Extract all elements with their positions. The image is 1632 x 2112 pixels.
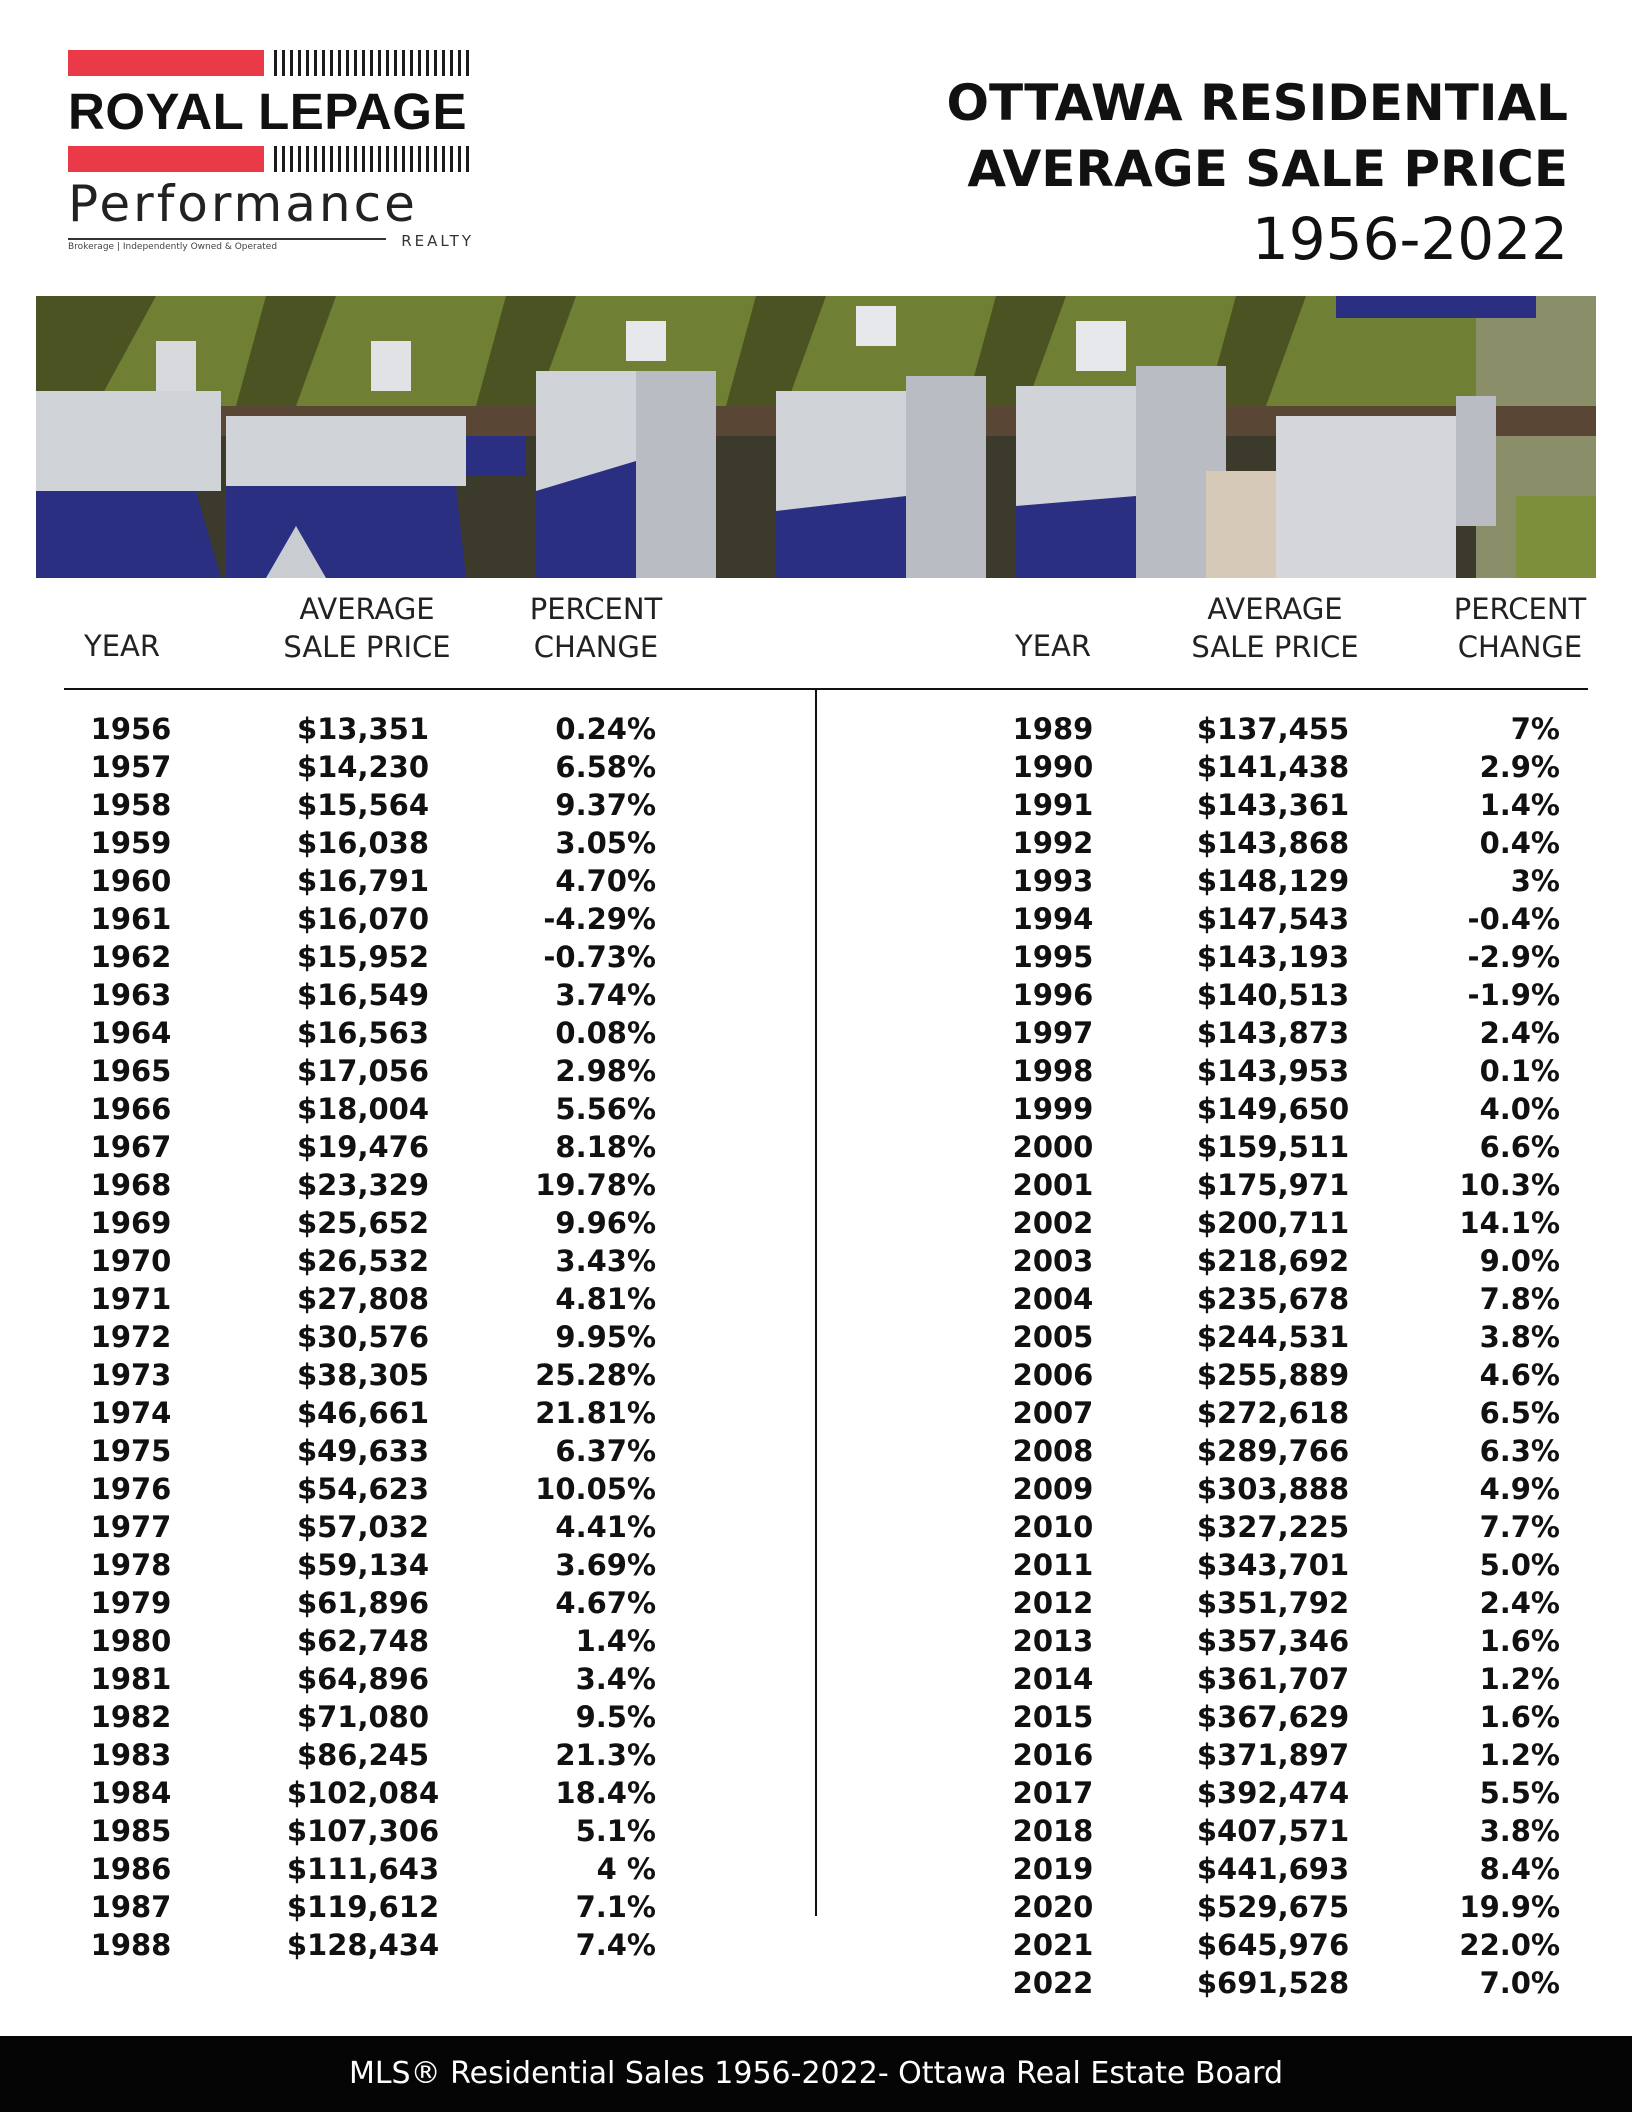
change-cell: 22.0% <box>1459 1928 1560 1962</box>
year-cell: 1958 <box>90 788 172 822</box>
price-cell: $327,225 <box>1196 1510 1350 1544</box>
left-header-average-sale-price <box>252 590 482 666</box>
year-cell: 2014 <box>1012 1662 1094 1696</box>
table-row <box>0 1660 1632 1698</box>
price-cell: $59,134 <box>296 1548 430 1582</box>
year-cell: 1989 <box>1012 712 1094 746</box>
year-cell: 1993 <box>1012 864 1094 898</box>
price-cell: $361,707 <box>1196 1662 1350 1696</box>
table-row <box>0 1166 1632 1204</box>
table-row <box>0 1280 1632 1318</box>
table-row <box>0 1508 1632 1546</box>
table-row <box>0 1014 1632 1052</box>
year-cell: 1982 <box>90 1700 172 1734</box>
year-cell: 2005 <box>1012 1320 1094 1354</box>
price-cell: $57,032 <box>296 1510 430 1544</box>
year-cell: 2001 <box>1012 1168 1094 1202</box>
logo-realty-text: REALTY <box>401 232 474 250</box>
logo-stripes-bottom <box>274 146 470 172</box>
price-cell: $64,896 <box>296 1662 430 1696</box>
price-cell: $16,549 <box>296 978 430 1012</box>
change-cell: 3.8% <box>1479 1814 1560 1848</box>
year-cell: 1973 <box>90 1358 172 1392</box>
logo-red-bar-top <box>68 50 264 76</box>
year-cell: 1977 <box>90 1510 172 1544</box>
price-cell: $38,305 <box>296 1358 430 1392</box>
price-cell: $143,361 <box>1196 788 1350 822</box>
change-cell: 0.4% <box>1479 826 1560 860</box>
table-row <box>0 1090 1632 1128</box>
left-header-average-line1: AVERAGE <box>299 592 435 626</box>
year-cell: 1987 <box>90 1890 172 1924</box>
year-cell: 1965 <box>90 1054 172 1088</box>
change-cell: 4.67% <box>555 1586 656 1620</box>
logo-performance-text: Performance <box>68 175 418 233</box>
price-cell: $140,513 <box>1196 978 1350 1012</box>
year-cell: 1968 <box>90 1168 172 1202</box>
table-row <box>0 1432 1632 1470</box>
price-cell: $289,766 <box>1196 1434 1350 1468</box>
price-cell: $392,474 <box>1196 1776 1350 1810</box>
table-row <box>0 862 1632 900</box>
price-cell: $46,661 <box>296 1396 430 1430</box>
change-cell: 8.18% <box>555 1130 656 1164</box>
price-cell: $407,571 <box>1196 1814 1350 1848</box>
change-cell: 6.6% <box>1479 1130 1560 1164</box>
year-cell: 2003 <box>1012 1244 1094 1278</box>
table-row <box>0 1622 1632 1660</box>
year-cell: 2006 <box>1012 1358 1094 1392</box>
change-cell: 19.9% <box>1459 1890 1560 1924</box>
change-cell: -0.4% <box>1467 902 1560 936</box>
year-cell: 2019 <box>1012 1852 1094 1886</box>
logo-tagline: Brokerage | Independently Owned & Operated <box>68 242 278 252</box>
price-cell: $27,808 <box>296 1282 430 1316</box>
change-cell: 14.1% <box>1459 1206 1560 1240</box>
price-cell: $128,434 <box>286 1928 440 1962</box>
year-cell: 1976 <box>90 1472 172 1506</box>
year-cell: 2007 <box>1012 1396 1094 1430</box>
price-cell: $357,346 <box>1196 1624 1350 1658</box>
change-cell: 1.4% <box>575 1624 656 1658</box>
change-cell: 2.9% <box>1479 750 1560 784</box>
change-cell: 4.9% <box>1479 1472 1560 1506</box>
title-years: 1956-2022 <box>1251 205 1568 273</box>
table-row <box>0 748 1632 786</box>
year-cell: 2004 <box>1012 1282 1094 1316</box>
price-cell: $23,329 <box>296 1168 430 1202</box>
title-line-2: AVERAGE SALE PRICE <box>967 140 1568 198</box>
year-cell: 2012 <box>1012 1586 1094 1620</box>
change-cell: 3.69% <box>555 1548 656 1582</box>
change-cell: 7.0% <box>1479 1966 1560 2000</box>
table-row <box>0 1204 1632 1242</box>
table-row <box>0 824 1632 862</box>
year-cell: 1984 <box>90 1776 172 1810</box>
change-cell: 21.81% <box>535 1396 656 1430</box>
price-cell: $15,952 <box>296 940 430 974</box>
change-cell: 1.2% <box>1479 1662 1560 1696</box>
year-cell: 1966 <box>90 1092 172 1126</box>
change-cell: 4 % <box>596 1852 656 1886</box>
price-cell: $13,351 <box>296 712 430 746</box>
change-cell: 3.05% <box>555 826 656 860</box>
royal-lepage-logo <box>68 48 474 254</box>
change-cell: 5.0% <box>1479 1548 1560 1582</box>
table-row <box>0 1888 1632 1926</box>
year-cell: 1995 <box>1012 940 1094 974</box>
year-cell: 1967 <box>90 1130 172 1164</box>
price-cell: $148,129 <box>1196 864 1350 898</box>
change-cell: 2.98% <box>555 1054 656 1088</box>
price-cell: $49,633 <box>296 1434 430 1468</box>
price-cell: $143,873 <box>1196 1016 1350 1050</box>
price-cell: $54,623 <box>296 1472 430 1506</box>
price-cell: $17,056 <box>296 1054 430 1088</box>
year-cell: 1975 <box>90 1434 172 1468</box>
right-header-year: YEAR <box>1014 629 1092 663</box>
price-cell: $111,643 <box>286 1852 440 1886</box>
change-cell: 18.4% <box>555 1776 656 1810</box>
price-cell: $272,618 <box>1196 1396 1350 1430</box>
year-cell: 1964 <box>90 1016 172 1050</box>
change-cell: 6.37% <box>555 1434 656 1468</box>
table-row <box>0 1774 1632 1812</box>
right-header-average-line2: SALE PRICE <box>1191 630 1359 664</box>
price-cell: $16,791 <box>296 864 430 898</box>
table-row <box>0 1356 1632 1394</box>
aerial-houses-banner <box>36 296 1596 578</box>
right-header-percent-line1: PERCENT <box>1453 592 1587 626</box>
year-cell: 2008 <box>1012 1434 1094 1468</box>
change-cell: 10.3% <box>1459 1168 1560 1202</box>
price-cell: $255,889 <box>1196 1358 1350 1392</box>
table-row <box>0 710 1632 748</box>
year-cell: 2013 <box>1012 1624 1094 1658</box>
logo-stripes-top <box>274 50 470 76</box>
change-cell: 9.0% <box>1479 1244 1560 1278</box>
change-cell: 2.4% <box>1479 1016 1560 1050</box>
table-row <box>0 1470 1632 1508</box>
price-cell: $371,897 <box>1196 1738 1350 1772</box>
change-cell: 6.58% <box>555 750 656 784</box>
change-cell: 21.3% <box>555 1738 656 1772</box>
change-cell: 5.56% <box>555 1092 656 1126</box>
year-cell: 1986 <box>90 1852 172 1886</box>
year-cell: 2009 <box>1012 1472 1094 1506</box>
change-cell: 4.6% <box>1479 1358 1560 1392</box>
left-header-percent-line1: PERCENT <box>529 592 663 626</box>
price-cell: $25,652 <box>296 1206 430 1240</box>
change-cell: 7% <box>1510 712 1560 746</box>
change-cell: 4.70% <box>555 864 656 898</box>
price-cell: $351,792 <box>1196 1586 1350 1620</box>
year-cell: 2016 <box>1012 1738 1094 1772</box>
change-cell: 1.2% <box>1479 1738 1560 1772</box>
header-divider <box>64 688 1588 690</box>
year-cell: 1970 <box>90 1244 172 1278</box>
price-cell: $529,675 <box>1196 1890 1350 1924</box>
table-row <box>0 1698 1632 1736</box>
change-cell: 9.96% <box>555 1206 656 1240</box>
table-row <box>0 1546 1632 1584</box>
logo-rule <box>68 238 386 240</box>
logo-brand-text: ROYAL LEPAGE <box>68 83 467 140</box>
change-cell: -4.29% <box>543 902 656 936</box>
year-cell: 1998 <box>1012 1054 1094 1088</box>
year-cell: 2015 <box>1012 1700 1094 1734</box>
year-cell: 1963 <box>90 978 172 1012</box>
price-cell: $30,576 <box>296 1320 430 1354</box>
table-row <box>0 1128 1632 1166</box>
year-cell: 1983 <box>90 1738 172 1772</box>
left-header-year: YEAR <box>83 629 161 663</box>
price-cell: $26,532 <box>296 1244 430 1278</box>
year-cell: 2022 <box>1012 1966 1094 2000</box>
table-row <box>0 976 1632 1014</box>
right-header-percent-line2: CHANGE <box>1457 630 1583 664</box>
change-cell: 3.43% <box>555 1244 656 1278</box>
price-cell: $141,438 <box>1196 750 1350 784</box>
right-header-average-sale-price <box>1160 590 1390 666</box>
year-cell: 1962 <box>90 940 172 974</box>
year-cell: 1992 <box>1012 826 1094 860</box>
change-cell: 1.4% <box>1479 788 1560 822</box>
change-cell: 0.24% <box>555 712 656 746</box>
logo-red-bar-bottom <box>68 146 264 172</box>
title-line-1: OTTAWA RESIDENTIAL <box>946 74 1568 132</box>
left-header-percent-line2: CHANGE <box>533 630 659 664</box>
year-cell: 1978 <box>90 1548 172 1582</box>
price-cell: $16,563 <box>296 1016 430 1050</box>
change-cell: 4.41% <box>555 1510 656 1544</box>
change-cell: -0.73% <box>543 940 656 974</box>
price-cell: $218,692 <box>1196 1244 1350 1278</box>
year-cell: 1991 <box>1012 788 1094 822</box>
table-row <box>0 900 1632 938</box>
price-cell: $16,038 <box>296 826 430 860</box>
price-cell: $19,476 <box>296 1130 430 1164</box>
year-cell: 2002 <box>1012 1206 1094 1240</box>
change-cell: -1.9% <box>1467 978 1560 1012</box>
change-cell: 9.37% <box>555 788 656 822</box>
price-cell: $244,531 <box>1196 1320 1350 1354</box>
change-cell: 2.4% <box>1479 1586 1560 1620</box>
year-cell: 2017 <box>1012 1776 1094 1810</box>
table-row <box>0 938 1632 976</box>
table-row <box>0 1812 1632 1850</box>
year-cell: 2000 <box>1012 1130 1094 1164</box>
table-row <box>0 1850 1632 1888</box>
change-cell: 7.8% <box>1479 1282 1560 1316</box>
aerial-house-rooftops-icon <box>36 296 1596 578</box>
price-cell: $175,971 <box>1196 1168 1350 1202</box>
price-cell: $102,084 <box>286 1776 440 1810</box>
year-cell: 2010 <box>1012 1510 1094 1544</box>
table-row <box>0 786 1632 824</box>
price-cell: $645,976 <box>1196 1928 1350 1962</box>
year-cell: 1960 <box>90 864 172 898</box>
table-row <box>0 1052 1632 1090</box>
year-cell: 1974 <box>90 1396 172 1430</box>
page-title <box>947 70 1568 276</box>
right-header-percent-change <box>1430 590 1610 666</box>
price-cell: $143,193 <box>1196 940 1350 974</box>
price-cell: $367,629 <box>1196 1700 1350 1734</box>
change-cell: 3% <box>1510 864 1560 898</box>
change-cell: 1.6% <box>1479 1624 1560 1658</box>
price-cell: $86,245 <box>296 1738 430 1772</box>
price-cell: $137,455 <box>1196 712 1350 746</box>
change-cell: 8.4% <box>1479 1852 1560 1886</box>
price-cell: $200,711 <box>1196 1206 1350 1240</box>
table-row <box>0 1964 1632 2002</box>
price-cell: $149,650 <box>1196 1092 1350 1126</box>
year-cell: 2020 <box>1012 1890 1094 1924</box>
change-cell: -2.9% <box>1467 940 1560 974</box>
price-cell: $441,693 <box>1196 1852 1350 1886</box>
change-cell: 10.05% <box>535 1472 656 1506</box>
change-cell: 0.08% <box>555 1016 656 1050</box>
price-cell: $16,070 <box>296 902 430 936</box>
price-cell: $71,080 <box>296 1700 430 1734</box>
change-cell: 3.74% <box>555 978 656 1012</box>
change-cell: 5.1% <box>575 1814 656 1848</box>
year-cell: 1956 <box>90 712 172 746</box>
change-cell: 3.4% <box>575 1662 656 1696</box>
change-cell: 25.28% <box>535 1358 656 1392</box>
price-cell: $62,748 <box>296 1624 430 1658</box>
year-cell: 1972 <box>90 1320 172 1354</box>
change-cell: 7.4% <box>575 1928 656 1962</box>
change-cell: 9.95% <box>555 1320 656 1354</box>
left-header-average-line2: SALE PRICE <box>283 630 451 664</box>
price-cell: $143,953 <box>1196 1054 1350 1088</box>
year-cell: 1981 <box>90 1662 172 1696</box>
year-cell: 1996 <box>1012 978 1094 1012</box>
year-cell: 1959 <box>90 826 172 860</box>
year-cell: 1999 <box>1012 1092 1094 1126</box>
price-cell: $143,868 <box>1196 826 1350 860</box>
price-cell: $61,896 <box>296 1586 430 1620</box>
change-cell: 7.1% <box>575 1890 656 1924</box>
year-cell: 1990 <box>1012 750 1094 784</box>
change-cell: 9.5% <box>575 1700 656 1734</box>
price-cell: $14,230 <box>296 750 430 784</box>
year-cell: 1985 <box>90 1814 172 1848</box>
change-cell: 1.6% <box>1479 1700 1560 1734</box>
price-cell: $159,511 <box>1196 1130 1350 1164</box>
year-cell: 1979 <box>90 1586 172 1620</box>
year-cell: 1988 <box>90 1928 172 1962</box>
table-row <box>0 1242 1632 1280</box>
year-cell: 2018 <box>1012 1814 1094 1848</box>
price-cell: $15,564 <box>296 788 430 822</box>
table-row <box>0 1584 1632 1622</box>
change-cell: 3.8% <box>1479 1320 1560 1354</box>
year-cell: 1957 <box>90 750 172 784</box>
year-cell: 1969 <box>90 1206 172 1240</box>
left-header-percent-change <box>506 590 686 666</box>
price-cell: $119,612 <box>286 1890 440 1924</box>
year-cell: 2011 <box>1012 1548 1094 1582</box>
change-cell: 7.7% <box>1479 1510 1560 1544</box>
price-cell: $691,528 <box>1196 1966 1350 2000</box>
footer-source: MLS® Residential Sales 1956-2022- Ottawa Real Estate Board <box>0 2036 1632 2112</box>
price-cell: $107,306 <box>286 1814 440 1848</box>
table-row <box>0 1736 1632 1774</box>
table-row <box>0 1318 1632 1356</box>
table-row <box>0 1926 1632 1964</box>
right-header-average-line1: AVERAGE <box>1207 592 1343 626</box>
change-cell: 0.1% <box>1479 1054 1560 1088</box>
change-cell: 6.3% <box>1479 1434 1560 1468</box>
change-cell: 4.81% <box>555 1282 656 1316</box>
change-cell: 5.5% <box>1479 1776 1560 1810</box>
year-cell: 2021 <box>1012 1928 1094 1962</box>
price-cell: $147,543 <box>1196 902 1350 936</box>
year-cell: 1980 <box>90 1624 172 1658</box>
year-cell: 1997 <box>1012 1016 1094 1050</box>
table-row <box>0 1394 1632 1432</box>
price-cell: $18,004 <box>296 1092 430 1126</box>
change-cell: 19.78% <box>535 1168 656 1202</box>
year-cell: 1971 <box>90 1282 172 1316</box>
change-cell: 6.5% <box>1479 1396 1560 1430</box>
price-cell: $343,701 <box>1196 1548 1350 1582</box>
change-cell: 4.0% <box>1479 1092 1560 1126</box>
year-cell: 1994 <box>1012 902 1094 936</box>
price-cell: $303,888 <box>1196 1472 1350 1506</box>
year-cell: 1961 <box>90 902 172 936</box>
price-cell: $235,678 <box>1196 1282 1350 1316</box>
